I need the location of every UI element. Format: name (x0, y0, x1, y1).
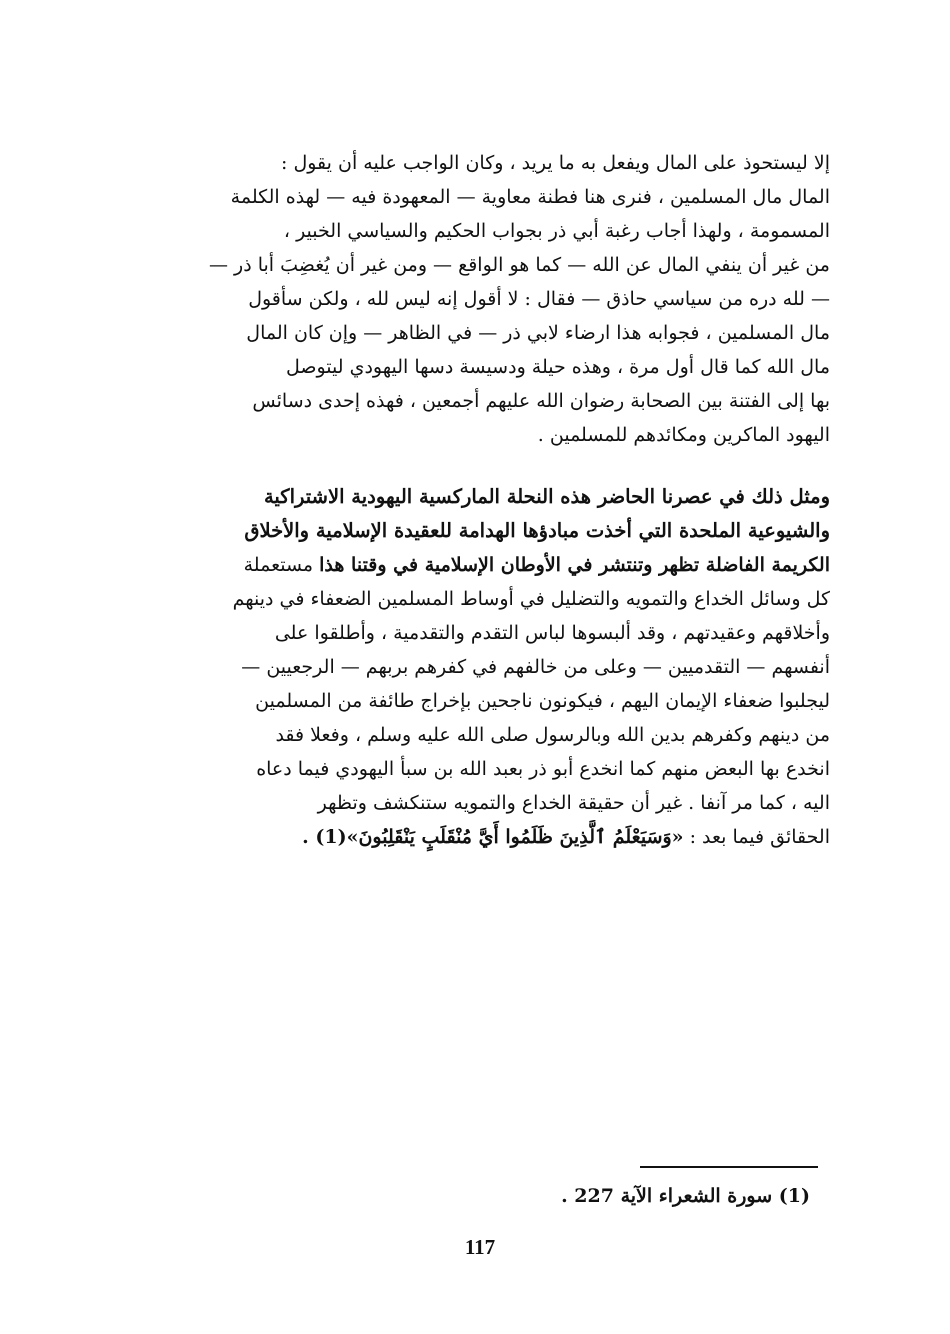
paragraph-line: أنفسهم — التقدميين — وعلى من خالفهم في كفرهم بربهم — الرجعيين — (241, 656, 830, 678)
paragraph-line: إلا ليستحوذ على المال ويفعل به ما يريد ، وكان الواجب عليه أن يقول : (281, 152, 830, 174)
paragraph-line: بها إلى الفتنة بين الصحابة رضوان الله عليهم أجمعين ، فهذه إحدى دسائس (252, 390, 830, 412)
quran-quote: «وَسَيَعْلَمُ ٱلَّذِينَ ظَلَمُوا أَيَّ مُنْقَلَبٍ يَنْقَلِبُونَ»(1) . (302, 826, 684, 848)
page-number: 117 (464, 1235, 496, 1259)
paragraph-1 (140, 146, 830, 452)
paragraph-2 (140, 480, 830, 854)
paragraph-line: من غير أن ينفي المال عن الله — كما هو الواقع — ومن غير أن يُغضِبَ أبا ذر — (209, 254, 830, 276)
bold-fragment: الكريمة الفاضلة تظهر وتنتشر في الأوطان الإسلامية في وقتنا هذا (319, 554, 830, 576)
paragraph-line: وأخلاقهم وعقيدتهم ، وقد ألبسوها لباس التقدم والتقدمية ، وأطلقوا على (274, 622, 830, 644)
footnote: (1) سورة الشعراء الآية 227 . (561, 1185, 810, 1207)
regular-fragment: مستعملة (243, 554, 314, 576)
paragraph-line: مال المسلمين ، فجوابه هذا ارضاء لابي ذر — في الظاهر — وإن كان المال (246, 322, 830, 344)
line-prefix: الحقائق فيما بعد : (689, 826, 830, 848)
mixed-paragraph-line (140, 548, 830, 582)
paragraph-line: اليه ، كما مر آنفا . غير أن حقيقة الخداع والتمويه ستنكشف وتظهر (317, 792, 830, 814)
paragraph-line: مال الله كما قال أول مرة ، وهذه حيلة ودسيسة دسها اليهودي ليتوصل (285, 356, 830, 378)
paragraph-line: — لله دره من سياسي حاذق — فقال : لا أقول إنه ليس لله ، ولكن سأقول (248, 288, 830, 310)
bold-paragraph-line: والشيوعية الملحدة التي أخذت مبادؤها الهدامة للعقيدة الإسلامية والأخلاق (244, 519, 830, 542)
paragraph-line: ليجلبوا ضعفاء الإيمان اليهم ، فيكونون ناجحين بإخراج طائفة من المسلمين (255, 690, 830, 712)
paragraph-line: انخدع بها البعض منهم كما انخدع أبو ذر بعبد الله بن سبأ اليهودي فيما دعاه (256, 758, 830, 780)
paragraph-line: من دينهم وكفرهم بدين الله وبالرسول صلى الله عليه وسلم ، وفعلا فقد (275, 724, 830, 746)
bold-paragraph-line: ومثل ذلك في عصرنا الحاضر هذه النحلة الماركسية اليهودية الاشتراكية (263, 485, 830, 508)
paragraph-line: اليهود الماكرين ومكائدهم للمسلمين . (537, 424, 830, 446)
paragraph-line: المال مال المسلمين ، فنرى هنا فطنة معاوية — المعهودة فيه — لهذه الكلمة (230, 186, 830, 208)
quran-line (140, 820, 830, 854)
paragraph-line: المسمومة ، ولهذا أجاب رغبة أبي ذر بجواب الحكيم والسياسي الخبير ، (283, 220, 830, 242)
paragraph-line: كل وسائل الخداع والتمويه والتضليل في أوساط المسلمين الضعفاء في دينهم (232, 588, 830, 610)
footnote-divider (640, 1166, 818, 1168)
